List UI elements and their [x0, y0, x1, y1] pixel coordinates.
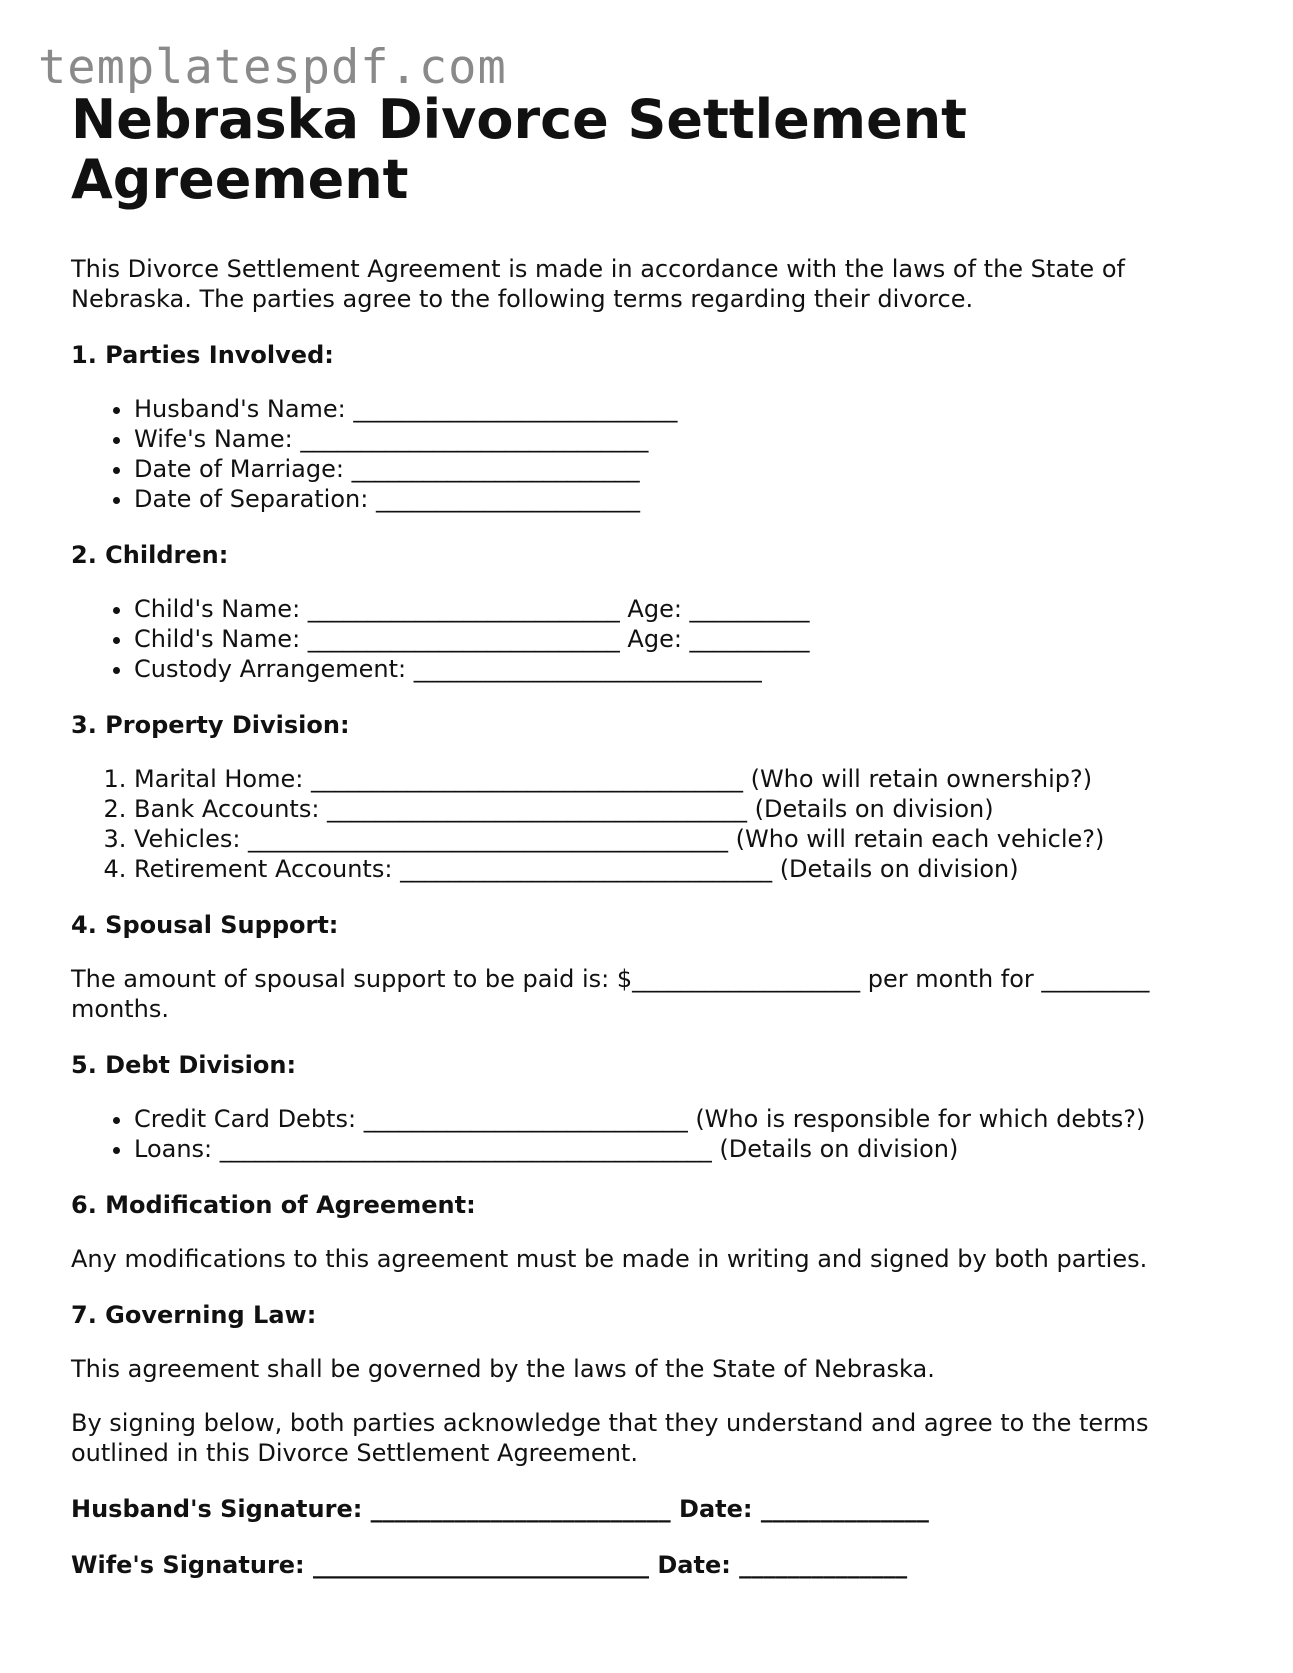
section-heading-governing-law: 7. Governing Law: — [71, 1301, 317, 1329]
debt-list — [71, 1104, 1231, 1164]
property-list — [71, 764, 1231, 884]
husband-name-field: • Husband's Name: ___________________________ — [134, 394, 1231, 424]
husband-signature-line: Husband's Signature: _________________________ Date: ______________ — [71, 1495, 929, 1523]
section-heading-children: 2. Children: — [71, 541, 229, 569]
spousal-support-text: The amount of spousal support to be paid is: $___________________ per month for _________ months. — [71, 965, 1150, 1023]
governing-law-text: This agreement shall be governed by the laws of the State of Nebraska. — [71, 1355, 935, 1383]
document-title: Nebraska Divorce Settlement Agreement — [71, 88, 967, 211]
custody-arrangement-field: • Custody Arrangement: _____________________________ — [134, 654, 1231, 684]
watermark: templatespdf.com — [38, 40, 507, 95]
parties-list — [71, 394, 1231, 514]
acknowledgement-text: By signing below, both parties acknowledge that they understand and agree to the terms outlined in this Divorce Settlement Agreement. — [71, 1409, 1149, 1467]
section-heading-debt: 5. Debt Division: — [71, 1051, 297, 1079]
child-name-age-field: • Child's Name: __________________________ Age: __________ — [134, 594, 1231, 624]
date-of-marriage-field: • Date of Marriage: ________________________ — [134, 454, 1231, 484]
children-list — [71, 594, 1231, 684]
wife-name-field: • Wife's Name: _____________________________ — [134, 424, 1231, 454]
marital-home-field: 1. Marital Home: ____________________________________ (Who will retain ownership?) — [134, 764, 1231, 794]
loans-field: • Loans: _________________________________________ (Details on division) — [134, 1134, 1231, 1164]
document-page — [71, 90, 1231, 1580]
intro-paragraph: This Divorce Settlement Agreement is made in accordance with the laws of the State of Nebraska. The parties agree to the following terms regarding their divorce. — [71, 255, 1125, 313]
modification-text: Any modifications to this agreement must be made in writing and signed by both parties. — [71, 1245, 1148, 1273]
credit-card-debts-field: • Credit Card Debts: ___________________________ (Who is responsible for which debts?) — [134, 1104, 1231, 1134]
section-heading-parties: 1. Parties Involved: — [71, 341, 334, 369]
vehicles-field: 3. Vehicles: ________________________________________ (Who will retain each vehicle?) — [134, 824, 1231, 854]
bank-accounts-field: 2. Bank Accounts: ___________________________________ (Details on division) — [134, 794, 1231, 824]
child-name-age-field: • Child's Name: __________________________ Age: __________ — [134, 624, 1231, 654]
date-of-separation-field: • Date of Separation: ______________________ — [134, 484, 1231, 514]
retirement-accounts-field: 4. Retirement Accounts: _______________________________ (Details on division) — [134, 854, 1231, 884]
section-heading-spousal-support: 4. Spousal Support: — [71, 911, 339, 939]
wife-signature-line: Wife's Signature: ____________________________ Date: ______________ — [71, 1551, 908, 1579]
section-heading-modification: 6. Modification of Agreement: — [71, 1191, 476, 1219]
section-heading-property: 3. Property Division: — [71, 711, 350, 739]
